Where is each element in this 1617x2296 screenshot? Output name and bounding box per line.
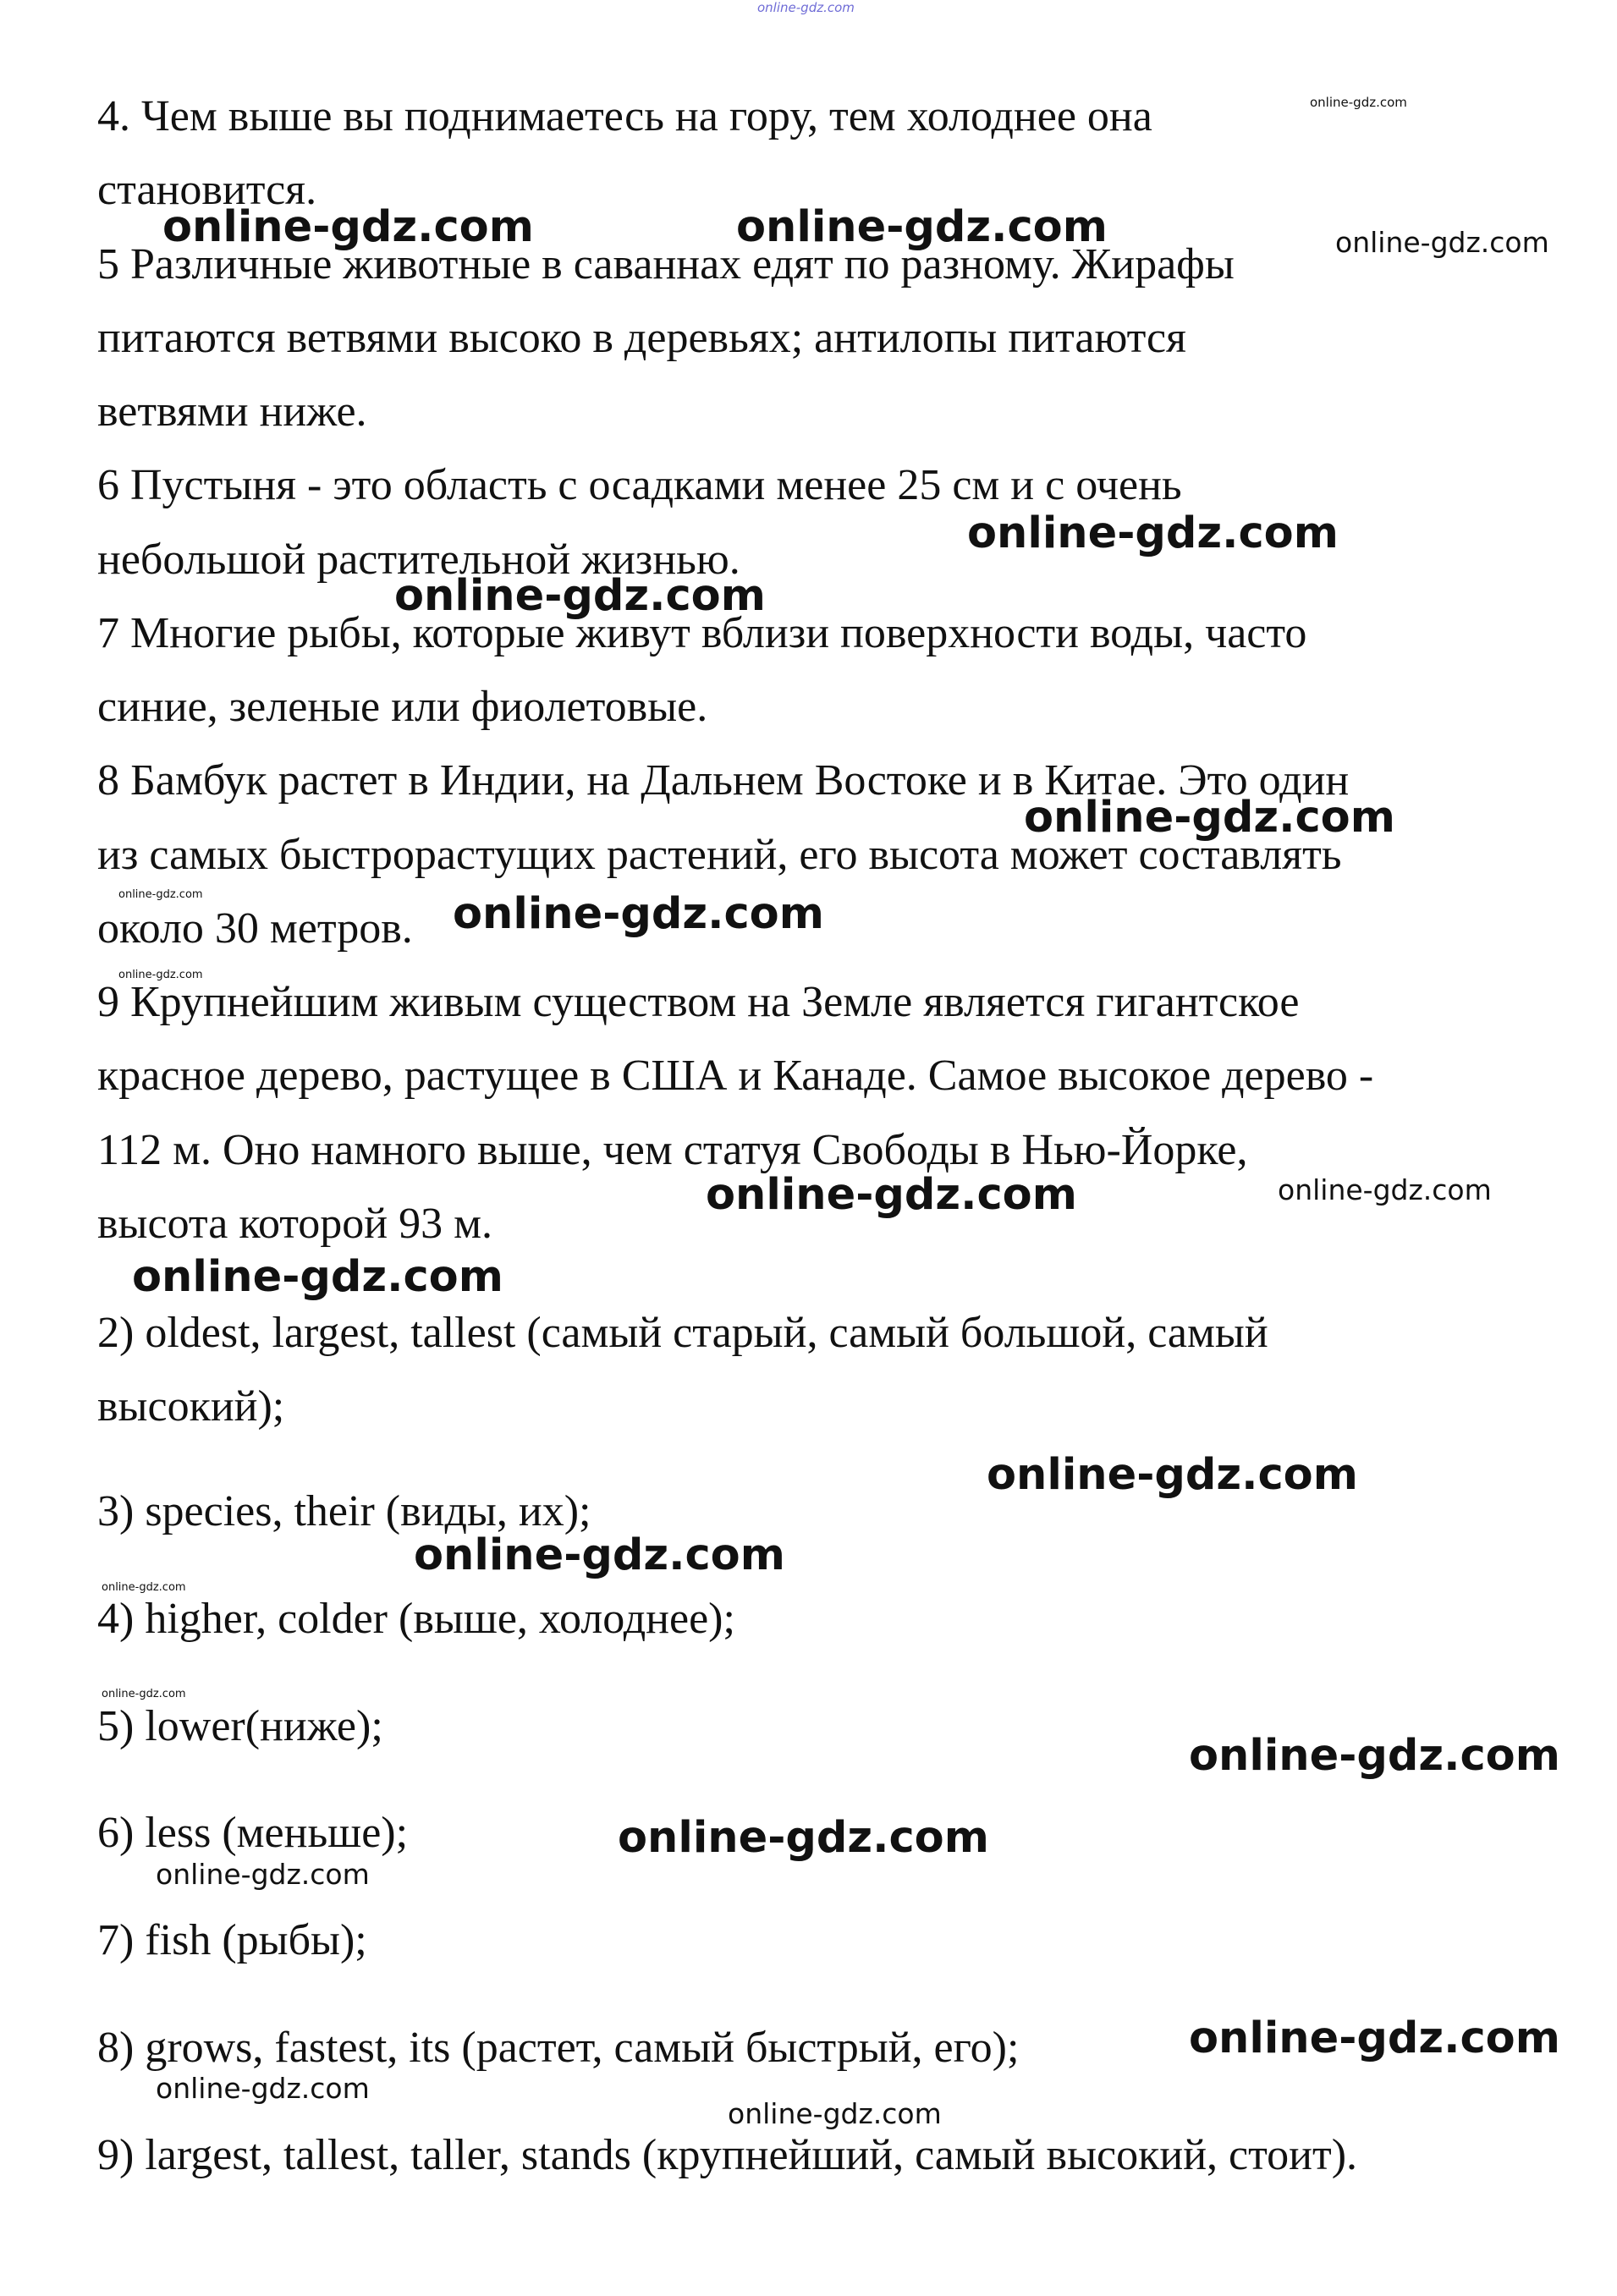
watermark: online-gdz.com xyxy=(1189,2013,1560,2063)
answer-line-7: 7 Многие рыбы, которые живут вблизи поверхности воды, часто xyxy=(97,609,1307,657)
answer-line-9-cont3: высота которой 93 м. xyxy=(97,1200,493,1248)
watermark: online-gdz.com xyxy=(156,1858,370,1891)
watermark: online-gdz.com xyxy=(987,1450,1358,1500)
watermark: online-gdz.com xyxy=(118,888,203,901)
watermark: online-gdz.com xyxy=(102,1688,186,1700)
answer-line-5-cont: питаются ветвями высоко в деревьях; антилопы питаются xyxy=(97,314,1186,362)
watermark: online-gdz.com xyxy=(736,202,1108,252)
watermark: online-gdz.com xyxy=(1310,95,1407,110)
answer-line-9: 9 Крупнейшим живым существом на Земле является гигантское xyxy=(97,978,1300,1026)
watermark: online-gdz.com xyxy=(1278,1173,1492,1206)
watermark: online-gdz.com xyxy=(1024,793,1395,843)
watermark: online-gdz.com xyxy=(1335,226,1549,259)
watermark: online-gdz.com xyxy=(728,2097,942,2130)
exercise-4-line: 4) higher, colder (выше, холоднее); xyxy=(97,1595,735,1643)
watermark: online-gdz.com xyxy=(618,1813,989,1863)
answer-line-6: 6 Пустыня - это область с осадками менее 25 см и с очень xyxy=(97,461,1182,509)
answer-line-9-cont: красное дерево, растущее в США и Канаде. Самое высокое дерево - xyxy=(97,1052,1374,1100)
answer-line-6-cont: небольшой растительной жизнью. xyxy=(97,536,740,584)
watermark: online-gdz.com xyxy=(1189,1731,1560,1781)
exercise-2-cont: высокий); xyxy=(97,1382,285,1431)
watermark-top: online-gdz.com xyxy=(757,0,855,15)
watermark: online-gdz.com xyxy=(102,1581,186,1594)
exercise-9-line: 9) largest, tallest, taller, stands (крупнейший, самый высокий, стоит). xyxy=(97,2131,1358,2179)
exercise-7-line: 7) fish (рыбы); xyxy=(97,1916,367,1964)
watermark: online-gdz.com xyxy=(394,571,766,621)
exercise-8-line: 8) grows, fastest, its (растет, самый быстрый, его); xyxy=(97,2024,1020,2072)
answer-line-8-cont: из самых быстрорастущих растений, его высота может составлять xyxy=(97,831,1342,879)
watermark: online-gdz.com xyxy=(706,1170,1077,1220)
watermark: online-gdz.com xyxy=(132,1252,503,1302)
answer-line-8: 8 Бамбук растет в Индии, на Дальнем Востоке и в Китае. Это один xyxy=(97,756,1350,805)
exercise-5-line: 5) lower(ниже); xyxy=(97,1702,383,1750)
exercise-2-line: 2) oldest, largest, tallest (самый старый, самый большой, самый xyxy=(97,1309,1268,1357)
watermark: online-gdz.com xyxy=(162,202,534,252)
answer-line-9-cont2: 112 м. Оно намного выше, чем статуя Свободы в Нью-Йорке, xyxy=(97,1126,1248,1174)
answer-line-4: 4. Чем выше вы поднимаетесь на гору, тем холоднее она xyxy=(97,92,1152,140)
watermark: online-gdz.com xyxy=(118,969,203,981)
answer-line-4-cont: становится. xyxy=(97,166,317,214)
watermark: online-gdz.com xyxy=(967,508,1339,558)
watermark: online-gdz.com xyxy=(156,2072,370,2105)
answer-line-5-cont2: ветвями ниже. xyxy=(97,387,367,436)
exercise-3-line: 3) species, their (виды, их); xyxy=(97,1487,591,1535)
watermark: online-gdz.com xyxy=(414,1530,785,1580)
answer-line-5: 5 Различные животные в саваннах едят по разному. Жирафы xyxy=(97,240,1235,288)
exercise-6-line: 6) less (меньше); xyxy=(97,1809,409,1857)
answer-line-7-cont: синие, зеленые или фиолетовые. xyxy=(97,683,708,731)
watermark: online-gdz.com xyxy=(453,889,824,939)
answer-line-8-cont2: около 30 метров. xyxy=(97,904,413,953)
